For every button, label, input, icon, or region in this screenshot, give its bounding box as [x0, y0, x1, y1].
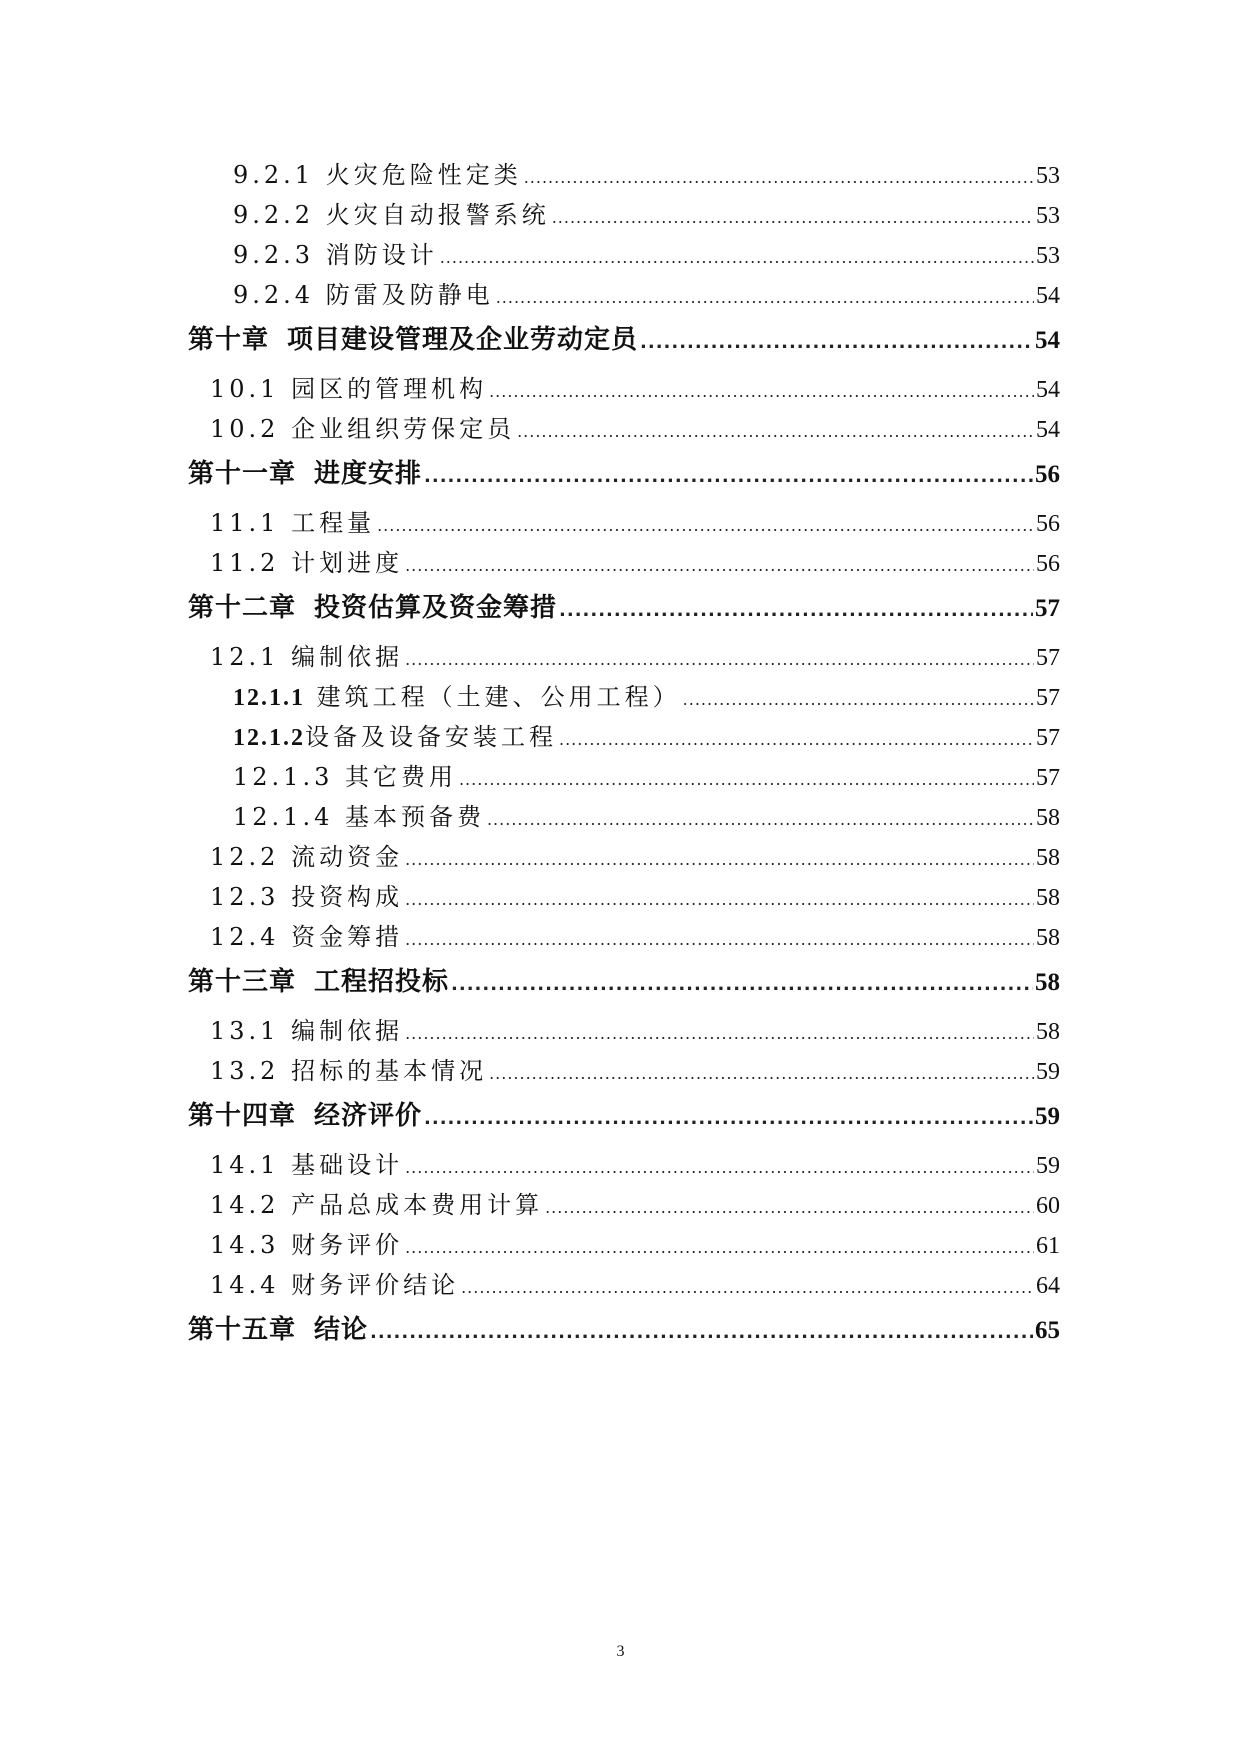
dot-leader — [459, 770, 1034, 789]
dot-leader — [405, 890, 1034, 909]
toc-entry-12-2[interactable] — [188, 837, 1060, 877]
toc-chapter-13[interactable] — [188, 961, 1060, 1007]
dot-leader — [524, 168, 1034, 187]
dot-leader — [517, 422, 1034, 441]
dot-leader — [545, 1198, 1034, 1217]
toc-chapter-title — [188, 319, 638, 356]
toc-entry-9-2-4[interactable] — [188, 275, 1060, 315]
toc-chapter-title — [188, 1309, 368, 1346]
toc-entry-title: 12.1 编制依据 — [210, 643, 404, 671]
toc-chapter-title — [188, 961, 449, 998]
dot-leader — [559, 600, 1033, 621]
toc-entry-12-1-2[interactable] — [188, 717, 1060, 757]
toc-entry-13-1[interactable] — [188, 1011, 1060, 1051]
dot-leader — [405, 1158, 1034, 1177]
toc-chapter-14[interactable] — [188, 1095, 1060, 1141]
toc-entry-14-1[interactable] — [188, 1145, 1060, 1185]
toc-entry-page: 53 — [1036, 203, 1060, 229]
toc-entry-12-4[interactable] — [188, 917, 1060, 957]
toc-entry-page: 54 — [1036, 283, 1060, 309]
toc-entry-title: 12.3 投资构成 — [210, 883, 404, 911]
chapter-number: 第十章 — [188, 325, 270, 355]
toc-entry-number: 12.1.2 — [233, 725, 305, 751]
dot-leader — [440, 248, 1034, 267]
dot-leader — [405, 930, 1034, 949]
toc-entry-page: 53 — [1036, 243, 1060, 269]
toc-entry-12-1-1[interactable] — [188, 677, 1060, 717]
toc-entry-page: 58 — [1036, 805, 1060, 831]
dot-leader — [451, 974, 1033, 995]
dot-leader — [489, 1064, 1034, 1083]
toc-entry-page: 58 — [1036, 1019, 1060, 1045]
toc-entry-page: 54 — [1036, 417, 1060, 443]
toc-entry-title: 14.4 财务评价结论 — [210, 1271, 460, 1299]
toc-entry-page: 65 — [1035, 1317, 1060, 1344]
toc-chapter-title — [188, 453, 422, 490]
chapter-name: 工程招投标 — [314, 967, 450, 997]
toc-entry-title: 11.2 计划进度 — [210, 549, 404, 577]
toc-entry-page: 59 — [1035, 1103, 1060, 1130]
dot-leader — [405, 1238, 1034, 1257]
chapter-name: 经济评价 — [314, 1101, 423, 1131]
toc-entry-title — [233, 677, 681, 712]
toc-entry-page: 58 — [1036, 885, 1060, 911]
dot-leader — [405, 1024, 1034, 1043]
toc-entry-title: 12.1.3 其它费用 — [233, 763, 457, 791]
toc-chapter-15[interactable] — [188, 1309, 1060, 1355]
chapter-number: 第十三章 — [188, 967, 297, 997]
toc-entry-text: 建筑工程（土建、公用工程） — [305, 683, 681, 711]
toc-entry-title: 14.1 基础设计 — [210, 1151, 404, 1179]
page-number-footer: 3 — [616, 1643, 625, 1660]
toc-entry-page: 54 — [1035, 327, 1060, 354]
toc-entry-14-3[interactable] — [188, 1225, 1060, 1265]
dot-leader — [405, 850, 1034, 869]
toc-entry-10-2[interactable] — [188, 409, 1060, 449]
dot-leader — [552, 208, 1034, 227]
chapter-name: 项目建设管理及企业劳动定员 — [287, 325, 639, 355]
toc-entry-9-2-1[interactable] — [188, 155, 1060, 195]
toc-entry-title: 9.2.1 火灾危险性定类 — [233, 161, 522, 189]
toc-entry-12-1[interactable] — [188, 637, 1060, 677]
toc-entry-12-1-3[interactable] — [188, 757, 1060, 797]
toc-entry-page: 58 — [1035, 969, 1060, 996]
toc-entry-title: 12.4 资金筹措 — [210, 923, 404, 951]
chapter-name: 进度安排 — [314, 459, 423, 489]
toc-entry-page: 64 — [1036, 1273, 1060, 1299]
toc-entry-title: 12.1.4 基本预备费 — [233, 803, 485, 831]
toc-entry-page: 57 — [1036, 685, 1060, 711]
toc-entry-11-2[interactable] — [188, 543, 1060, 583]
dot-leader — [424, 1108, 1033, 1129]
toc-entry-title: 9.2.2 火灾自动报警系统 — [233, 201, 550, 229]
dot-leader — [487, 810, 1034, 829]
toc-entry-page: 61 — [1036, 1233, 1060, 1259]
toc-entry-page: 56 — [1035, 461, 1060, 488]
toc-entry-page: 60 — [1036, 1193, 1060, 1219]
dot-leader — [489, 382, 1034, 401]
chapter-number: 第十四章 — [188, 1101, 297, 1131]
toc-entry-page: 57 — [1036, 725, 1060, 751]
toc-entry-text: 设备及设备安装工程 — [305, 723, 557, 751]
toc-entry-11-1[interactable] — [188, 503, 1060, 543]
dot-leader — [683, 690, 1034, 709]
toc-entry-title: 11.1 工程量 — [210, 509, 376, 537]
toc-entry-12-1-4[interactable] — [188, 797, 1060, 837]
toc-chapter-title — [188, 1095, 422, 1132]
toc-entry-title — [233, 717, 557, 752]
toc-entry-page: 56 — [1036, 551, 1060, 577]
toc-entry-title: 14.3 财务评价 — [210, 1231, 404, 1259]
dot-leader — [405, 650, 1034, 669]
toc-entry-14-2[interactable] — [188, 1185, 1060, 1225]
chapter-number: 第十二章 — [188, 593, 297, 623]
toc-entry-page: 59 — [1036, 1153, 1060, 1179]
chapter-number: 第十五章 — [188, 1315, 297, 1345]
toc-entry-number: 12.1.1 — [233, 685, 305, 711]
dot-leader — [370, 1322, 1033, 1343]
toc-entry-page: 54 — [1036, 377, 1060, 403]
toc-entry-title: 10.2 企业组织劳保定员 — [210, 415, 516, 443]
dot-leader — [640, 332, 1033, 353]
chapter-name: 结论 — [314, 1315, 369, 1345]
toc-entry-page: 57 — [1036, 645, 1060, 671]
toc-entry-10-1[interactable] — [188, 369, 1060, 409]
toc-entry-title: 12.2 流动资金 — [210, 843, 404, 871]
toc-entry-9-2-3[interactable] — [188, 235, 1060, 275]
chapter-name: 投资估算及资金筹措 — [314, 593, 558, 623]
toc-chapter-11[interactable] — [188, 453, 1060, 499]
toc-entry-page: 53 — [1036, 163, 1060, 189]
chapter-number: 第十一章 — [188, 459, 297, 489]
toc-entry-9-2-2[interactable] — [188, 195, 1060, 235]
toc-entry-page: 57 — [1035, 595, 1060, 622]
toc-entry-page: 56 — [1036, 511, 1060, 537]
dot-leader — [405, 556, 1034, 575]
dot-leader — [496, 288, 1034, 307]
dot-leader — [377, 516, 1034, 535]
toc-entry-title: 9.2.3 消防设计 — [233, 241, 438, 269]
dot-leader — [559, 730, 1034, 749]
toc-entry-title: 10.1 园区的管理机构 — [210, 375, 488, 403]
toc-entry-title: 14.2 产品总成本费用计算 — [210, 1191, 544, 1219]
toc-entry-13-2[interactable] — [188, 1051, 1060, 1091]
toc-entry-page: 59 — [1036, 1059, 1060, 1085]
table-of-contents — [188, 155, 1060, 1359]
dot-leader — [461, 1278, 1034, 1297]
toc-chapter-10[interactable] — [188, 319, 1060, 365]
toc-entry-page: 58 — [1036, 845, 1060, 871]
toc-entry-12-3[interactable] — [188, 877, 1060, 917]
toc-entry-page: 57 — [1036, 765, 1060, 791]
toc-entry-14-4[interactable] — [188, 1265, 1060, 1305]
dot-leader — [424, 466, 1033, 487]
toc-chapter-title — [188, 587, 557, 624]
toc-entry-title: 13.2 招标的基本情况 — [210, 1057, 488, 1085]
toc-entry-title: 9.2.4 防雷及防静电 — [233, 281, 494, 309]
toc-entry-title: 13.1 编制依据 — [210, 1017, 404, 1045]
toc-chapter-12[interactable] — [188, 587, 1060, 633]
toc-entry-page: 58 — [1036, 925, 1060, 951]
